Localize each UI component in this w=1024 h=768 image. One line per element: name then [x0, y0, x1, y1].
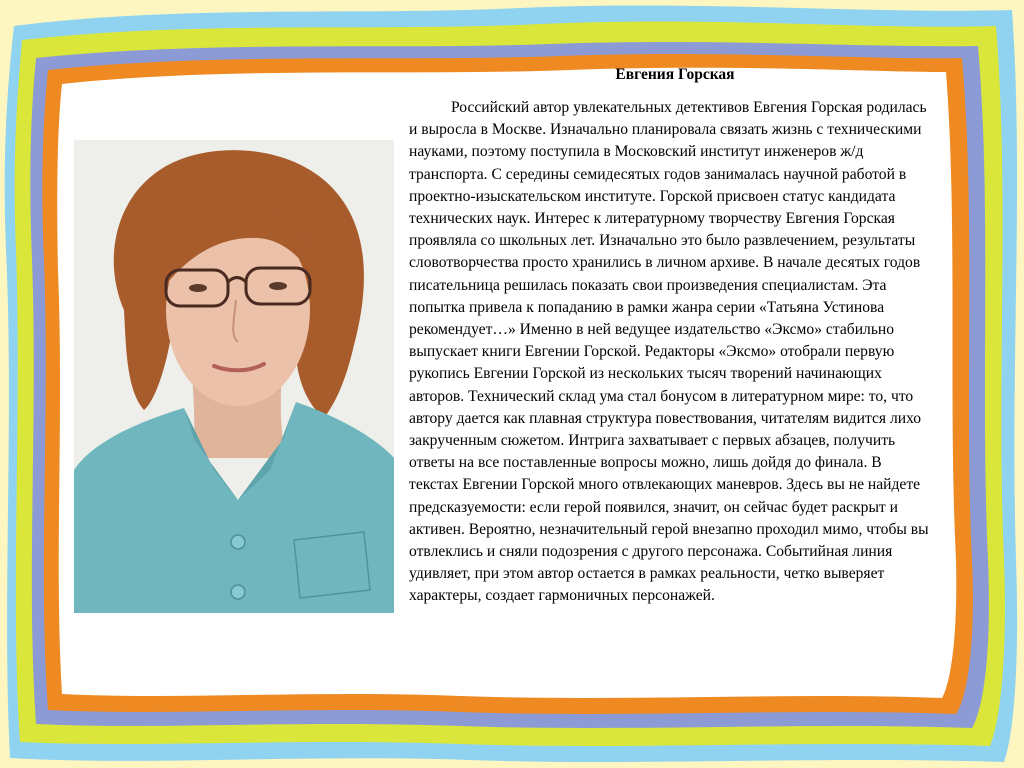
author-name-heading: Евгения Горская: [615, 66, 735, 83]
author-biography-text: Российский автор увлекательных детективов Евгения Горская родилась и выросла в Москве. Изначально планировала связать жизнь с техническими науками, поэтому поступила в Московский институт инженеров ж/д транспорта. С середины семидесятых годов занималась научной работой в проектно-изыскательском институте. Горской присвоен статус кандидата технических наук. Интерес к литературному творчеству Евгения Горская проявляла со школьных лет. Изначально это было развлечением, результаты словотворчества просто хранились в личном архиве. В начале десятых годов писательница решилась показать свои произведения специалистам. Эта попытка привела к попаданию в рамки жанра серии «Татьяна Устинова рекомендует…» Именно в ней ведущее издательство «Эксмо» стабильно выпускает книги Евгении Горской. Редакторы «Эксмо» отобрали первую рукопись Евгении Горской из нескольких тысяч творений начинающих авторов. Технический склад ума стал бонусом в литературном мире: то, что автору дается как плавная структура повествования, читателям видится лихо закрученным сюжетом. Интрига захватывает с первых абзацев, получить ответы на все поставленные вопросы можно, лишь дойдя до финала. В текстах Евгении Горской много отвлекающих маневров. Здесь вы не найдете предсказуемости: если герой появился, значит, он сейчас будет раскрыт и активен. Вероятно, незначительный герой внезапно проходил мимо, чтобы вы отвлеклись и сняли подозрения с другого персонажа. Событийная линия удивляет, при этом автор остается в рамках реальности, четко выверяет характеры, создает гармоничных персонажей.: [409, 99, 929, 605]
left-eye: [189, 284, 207, 292]
right-eye: [269, 282, 287, 290]
blouse-button: [231, 585, 245, 599]
blouse-button: [231, 535, 245, 549]
author-portrait-photo: [74, 140, 394, 613]
